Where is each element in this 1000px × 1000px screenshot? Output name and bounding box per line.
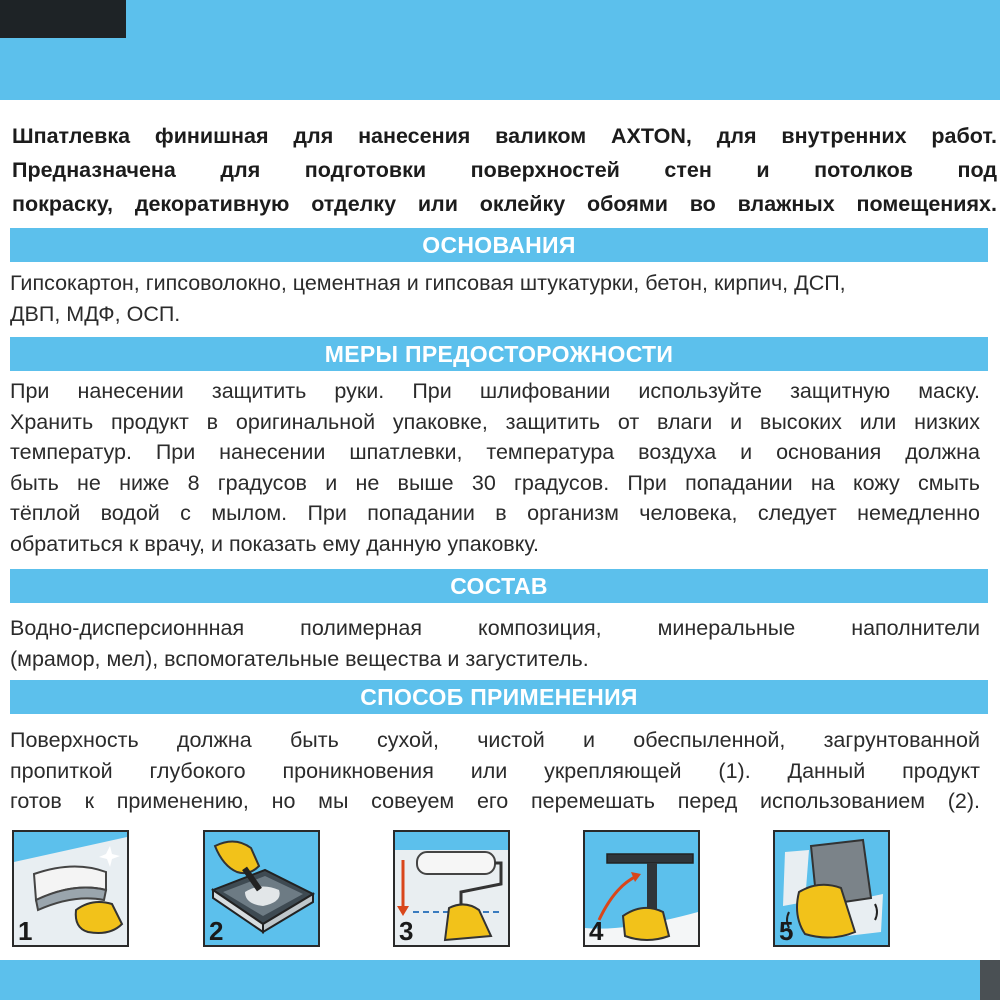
text-line: (мрамор, мел), вспомогательные вещества и загуститель. (10, 646, 589, 671)
text-line: пропиткой глубокого проникновения или укрепляющей (1). Данный продукт (10, 758, 980, 783)
text-line: готов к применению, но мы совеуем его перемешать перед использованием (2). (10, 789, 980, 813)
section-text-mery (10, 376, 980, 559)
step-4-panel (583, 830, 700, 947)
text-line: быть не ниже 8 градусов и не выше 30 градусов. При попадании на кожу смыть (10, 470, 980, 495)
top-blue-band (0, 0, 1000, 100)
text-line: Поверхность должна быть сухой, чистой и обеспыленной, загрунтованной (10, 728, 980, 752)
section-header-sostav: СОСТАВ (10, 569, 988, 603)
section-header-mery: МЕРЫ ПРЕДОСТОРОЖНОСТИ (10, 337, 988, 371)
step-1-panel (12, 830, 129, 947)
intro-line: покраску, декоративную отделку или оклейку обоями во влажных помещениях. (12, 192, 997, 216)
text-line: При нанесении защитить руки. При шлифовании используйте защитную маску. (10, 379, 980, 403)
product-intro (12, 119, 997, 221)
text-line: тёплой водой с мылом. При попадании в организм человека, следует немедленно (10, 501, 980, 525)
section-text-sposob (10, 725, 980, 817)
text-line: температур. При нанесении шпатлевки, температура воздуха и основания должна (10, 440, 980, 464)
intro-line: Шпатлевка финишная для нанесения валиком AXTON, для внутренних работ. (12, 124, 997, 148)
text-line: обратиться к врачу, и показать ему данную упаковку. (10, 531, 539, 556)
text-line: ДВП, МДФ, ОСП. (10, 301, 181, 326)
step-number: 2 (209, 916, 224, 946)
step-number: 3 (399, 916, 414, 946)
bottom-blue-band (0, 960, 1000, 1000)
step-number: 4 (589, 916, 604, 946)
intro-line: Предназначена для подготовки поверхностей стен и потолков под (12, 158, 997, 182)
text-line: Водно-дисперсионнная полимерная композиция, минеральные наполнители (10, 616, 980, 640)
top-dark-block (0, 0, 126, 38)
step-number: 5 (779, 916, 794, 946)
section-header-osnovaniya: ОСНОВАНИЯ (10, 228, 988, 262)
step-5-panel (773, 830, 890, 947)
bottom-dark-block (980, 960, 1000, 1000)
text-line: Хранить продукт в оригинальной упаковке, защитить от влаги и высоких или низких (10, 409, 980, 434)
step-number: 1 (18, 916, 33, 946)
step-3-panel (393, 830, 510, 947)
text-line: Гипсокартон, гипсоволокно, цементная и гипсовая штукатурки, бетон, кирпич, ДСП, (10, 271, 846, 295)
section-text-osnovaniya (10, 268, 980, 329)
section-header-sposob: СПОСОБ ПРИМЕНЕНИЯ (10, 680, 988, 714)
step-2-panel (203, 830, 320, 947)
section-text-sostav (10, 613, 980, 674)
